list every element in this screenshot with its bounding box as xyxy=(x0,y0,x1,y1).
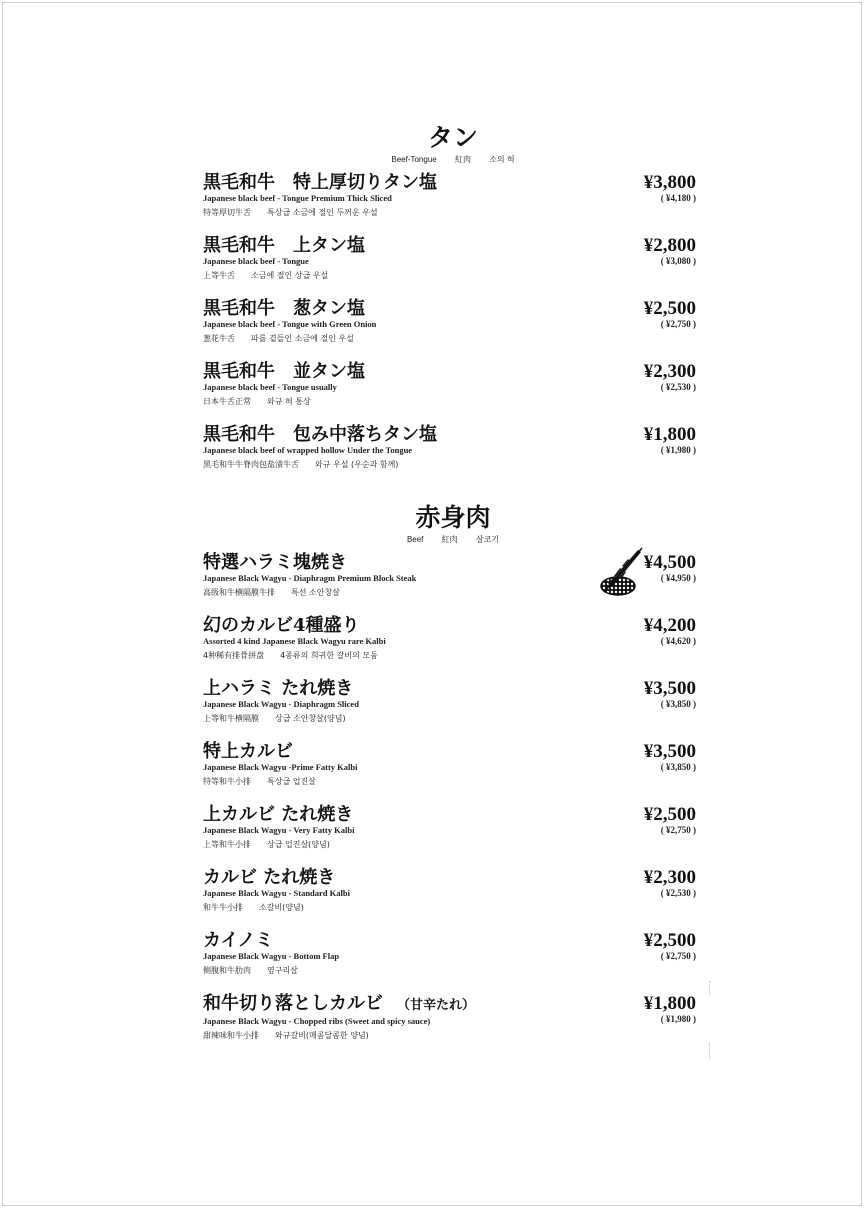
item-name-text: 黒毛和牛 並タン塩 xyxy=(203,361,365,382)
menu-item xyxy=(203,361,703,424)
item-english: Japanese black beef of wrapped hollow Under the Tongue xyxy=(203,445,413,455)
item-chinese-korean: 上等和牛横隔膜 상급 소안창살(양념) xyxy=(203,714,346,723)
menu-item xyxy=(203,741,703,804)
menu-item xyxy=(203,804,703,867)
menu-item xyxy=(203,424,703,487)
menu-item xyxy=(203,867,703,930)
item-name xyxy=(203,615,703,637)
item-price-tax-included: ( ¥4,950 ) xyxy=(660,573,696,583)
item-english: Japanese Black Wagyu - Diaphragm Sliced xyxy=(203,699,359,709)
item-english: Japanese black beef - Tongue xyxy=(203,256,309,266)
item-price-tax-included: ( ¥1,980 ) xyxy=(660,1014,696,1024)
item-name-text: 上カルビ たれ焼き xyxy=(203,804,354,825)
item-chinese-korean: 侧腹和牛肋肉 옆구리살 xyxy=(203,966,298,975)
item-name-text: 黒毛和牛 包み中落ちタン塩 xyxy=(203,424,437,445)
item-price-tax-included: ( ¥4,180 ) xyxy=(660,193,696,203)
item-english: Japanese Black Wagyu - Standard Kalbi xyxy=(203,888,350,898)
item-price-tax-included: ( ¥2,530 ) xyxy=(660,382,696,392)
item-name xyxy=(203,678,703,700)
item-name xyxy=(203,741,703,763)
item-price: ¥3,500 xyxy=(643,741,696,762)
item-chinese-korean: 日本牛舌正常 와규 혀 통상 xyxy=(203,397,311,406)
item-name-text: 黒毛和牛 葱タン塩 xyxy=(203,298,365,319)
section-title: 赤身肉 xyxy=(415,503,491,532)
section-tongue xyxy=(203,123,703,487)
item-english: Japanese Black Wagyu -Prime Fatty Kalbi xyxy=(203,762,358,772)
item-english: Japanese Black Wagyu - Chopped ribs (Sweet and spicy sauce) xyxy=(203,1016,431,1026)
item-chinese-korean: 上等和牛小排 상급 업진살(양념) xyxy=(203,840,330,849)
item-name xyxy=(203,867,703,889)
subtitle-zh: 紅肉 xyxy=(441,535,458,544)
menu-item xyxy=(203,993,703,1056)
item-price: ¥2,500 xyxy=(643,298,696,319)
grill-skewer-icon xyxy=(598,546,646,598)
item-name-text: 黒毛和牛 上タン塩 xyxy=(203,235,365,256)
section-title: タン xyxy=(427,123,478,152)
menu-item xyxy=(203,172,703,235)
menu-item xyxy=(203,235,703,298)
item-name-text: 上ハラミ たれ焼き xyxy=(203,678,354,699)
item-price: ¥2,800 xyxy=(643,235,696,256)
item-price-tax-included: ( ¥2,530 ) xyxy=(660,888,696,898)
menu-item xyxy=(203,615,703,678)
item-name xyxy=(203,930,703,952)
item-price: ¥1,800 xyxy=(643,424,696,445)
item-english: Japanese black beef - Tongue with Green Onion xyxy=(203,319,377,329)
item-chinese-korean: 上等牛舌 소금에 절인 상급 우설 xyxy=(203,271,329,280)
menu-item xyxy=(203,678,703,741)
item-price: ¥2,300 xyxy=(643,867,696,888)
item-price-tax-included: ( ¥2,750 ) xyxy=(660,951,696,961)
item-name-text: 幻のカルビ4種盛り xyxy=(203,615,360,636)
item-price: ¥1,800 xyxy=(643,993,696,1014)
item-price: ¥3,500 xyxy=(643,678,696,699)
menu-item xyxy=(203,930,703,993)
menu-item xyxy=(203,298,703,361)
item-chinese-korean: 特等厚切牛舌 특상급 소금에 절인 두꺼운 우설 xyxy=(203,208,378,217)
item-english: Japanese black beef - Tongue Premium Thick Sliced xyxy=(203,193,392,203)
section-lean-meat xyxy=(203,503,703,1056)
subtitle-en: Beef xyxy=(406,535,424,544)
item-price: ¥4,500 xyxy=(643,552,696,573)
item-name xyxy=(203,172,703,194)
subtitle-zh: 紅肉 xyxy=(454,155,471,164)
item-name-text: カルビ たれ焼き xyxy=(203,867,336,888)
item-english: Japanese Black Wagyu - Bottom Flap xyxy=(203,951,340,961)
item-chinese-korean: 甜辣味和牛小排 와규갈비(매콤달콤한 양념) xyxy=(203,1031,369,1040)
item-chinese-korean: 和牛牛小排 소갈비(양념) xyxy=(203,903,304,912)
item-name xyxy=(203,804,703,826)
item-name xyxy=(203,361,703,383)
item-price-tax-included: ( ¥4,620 ) xyxy=(660,636,696,646)
item-chinese-korean: 黑毛和牛牛脊肉包盐渍牛舌 와규 우설 (우순과 함께) xyxy=(203,460,399,469)
item-english: Japanese Black Wagyu - Diaphragm Premium Block Steak xyxy=(203,573,417,583)
item-english: Japanese Black Wagyu - Very Fatty Kalbi xyxy=(203,825,355,835)
item-price: ¥2,500 xyxy=(643,804,696,825)
divider-mark xyxy=(709,981,712,995)
item-price-tax-included: ( ¥2,750 ) xyxy=(660,825,696,835)
item-price-tax-included: ( ¥3,080 ) xyxy=(660,256,696,266)
item-chinese-korean: 4种稀有排骨拼盘 4종류의 희귀한 갈비의 모둠 xyxy=(203,651,378,660)
item-name xyxy=(203,298,703,320)
item-price: ¥2,300 xyxy=(643,361,696,382)
item-chinese-korean: 高级和牛横隔膜牛排 특선 소안창살 xyxy=(203,588,340,597)
item-english: Japanese black beef - Tongue usually xyxy=(203,382,337,392)
item-name-text: カイノミ xyxy=(203,930,274,951)
item-price: ¥3,800 xyxy=(643,172,696,193)
item-note: （甘辛たれ） xyxy=(397,998,476,1013)
divider-mark xyxy=(709,1043,712,1059)
item-english: Assorted 4 kind Japanese Black Wagyu rare Kalbi xyxy=(203,636,386,646)
item-name xyxy=(203,424,703,446)
item-name-text: 黒毛和牛 特上厚切りタン塩 xyxy=(203,172,437,193)
item-name-text: 和牛切り落としカルビ xyxy=(203,993,383,1014)
subtitle-ko: 소의 혀 xyxy=(489,155,515,164)
item-price-tax-included: ( ¥3,850 ) xyxy=(660,762,696,772)
section-subtitle xyxy=(203,535,703,545)
subtitle-ko: 살코기 xyxy=(475,535,500,544)
subtitle-en: Beef-Tongue xyxy=(391,155,437,164)
section-subtitle xyxy=(203,155,703,165)
item-chinese-korean: 葱花牛舌 파를 곁들인 소금에 절인 우설 xyxy=(203,334,354,343)
item-price-tax-included: ( ¥2,750 ) xyxy=(660,319,696,329)
item-price-tax-included: ( ¥1,980 ) xyxy=(660,445,696,455)
menu-item xyxy=(203,552,703,615)
item-price-tax-included: ( ¥3,850 ) xyxy=(660,699,696,709)
item-name-text: 特選ハラミ塊焼き xyxy=(203,552,347,573)
item-name xyxy=(203,235,703,257)
item-chinese-korean: 特等和牛小排 특상급 업진살 xyxy=(203,777,316,786)
item-name xyxy=(203,993,703,1017)
item-price: ¥2,500 xyxy=(643,930,696,951)
menu-page xyxy=(2,2,862,1206)
item-name-text: 特上カルビ xyxy=(203,741,293,762)
item-price: ¥4,200 xyxy=(643,615,696,636)
